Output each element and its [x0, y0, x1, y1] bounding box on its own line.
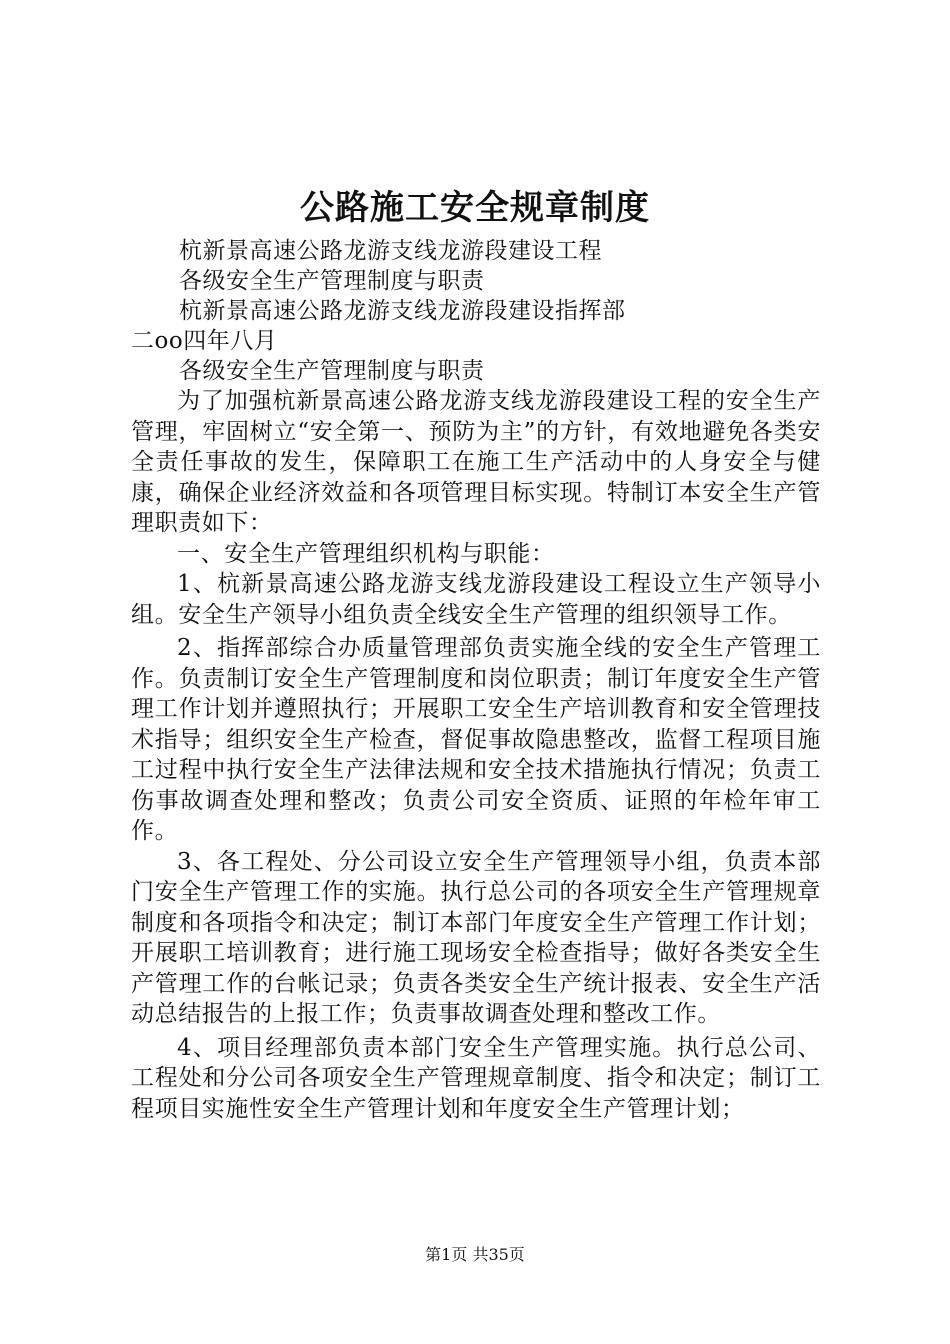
- document-title: 公路施工安全规章制度: [300, 188, 650, 228]
- paragraph-item-1: 1、杭新景高速公路龙游支线龙游段建设工程设立生产领导小组。安全生产领导小组负责全线安全生产管理的组织领导工作。: [131, 571, 821, 628]
- document-body: [131, 236, 821, 1124]
- paragraph-item-3: 3、各工程处、分公司设立安全生产管理领导小组，负责本部门安全生产管理工作的实施。执行总公司的各项安全生产管理规章制度和各项指令和决定；制订本部门年度安全生产管理工作计划；开展职工培训教育；进行施工现场安全检查指导；做好各类安全生产管理工作的台帐记录；负责各类安全生产统计报表、安全生产活动总结报告的上报工作；负责事故调查处理和整改工作。: [131, 848, 821, 1027]
- header-line-section-title: 各级安全生产管理制度与职责: [179, 358, 485, 384]
- header-line-subject: 各级安全生产管理制度与职责: [179, 268, 485, 294]
- paragraph-intro: 为了加强杭新景高速公路龙游支线龙游段建设工程的安全生产管理，牢固树立“安全第一、预防为主”的方针，有效地避免各类安全责任事故的发生，保障职工在施工生产活动中的人身安全与健康，确保企业经济效益和各项管理目标实现。特制订本安全生产管理职责如下：: [131, 388, 821, 536]
- paragraph-item-2: 2、指挥部综合办质量管理部负责实施全线的安全生产管理工作。负责制订安全生产管理制度和岗位职责；制订年度安全生产管理工作计划并遵照执行；开展职工安全生产培训教育和安全管理技术指导；组织安全生产检查，督促事故隐患整改，监督工程项目施工过程中执行安全生产法律法规和安全技术措施执行情况；负责工伤事故调查处理和整改；负责公司安全资质、证照的年检年审工作。: [131, 635, 821, 844]
- header-line-issuer: 杭新景高速公路龙游支线龙游段建设指挥部: [179, 298, 626, 324]
- header-line-project: 杭新景高速公路龙游支线龙游段建设工程: [179, 238, 602, 264]
- header-line-date: 二oo四年八月: [131, 328, 278, 354]
- paragraph-section-heading: 一、安全生产管理组织机构与职能：: [177, 540, 555, 567]
- paragraph-item-4: 4、项目经理部负责本部门安全生产管理实施。执行总公司、工程处和分公司各项安全生产管理规章制度、指令和决定；制订工程项目实施性安全生产管理计划和年度安全生产管理计划；: [131, 1034, 821, 1122]
- page-footer: 第1页 共35页: [425, 1245, 525, 1264]
